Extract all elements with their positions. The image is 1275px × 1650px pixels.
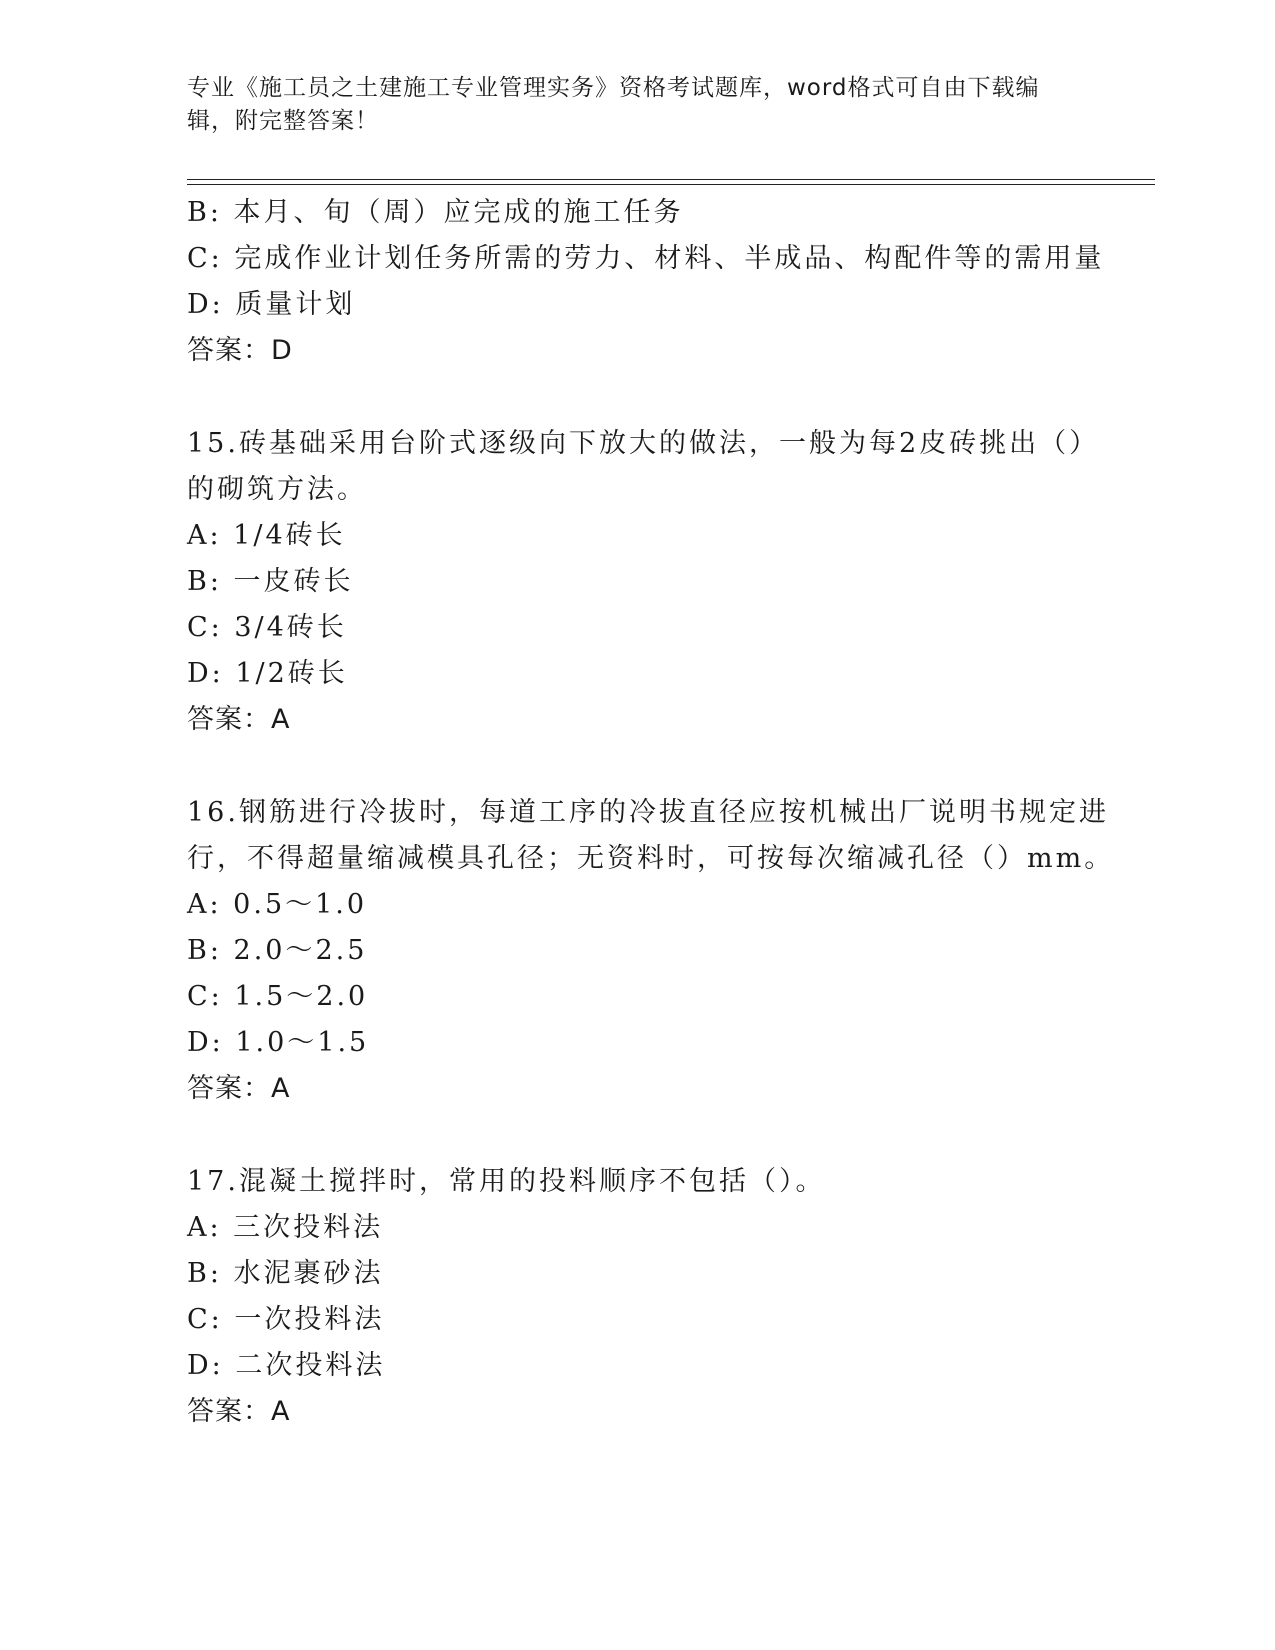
option-a: A: 1/4砖长 bbox=[187, 520, 346, 551]
option-c: C: 一次投料法 bbox=[187, 1304, 385, 1335]
question-stem: 15.砖基础采用台阶式逐级向下放大的做法，一般为每2皮砖挑出（） bbox=[187, 428, 1100, 459]
header-divider-bottom bbox=[187, 184, 1155, 185]
option-b: B: 水泥裹砂法 bbox=[187, 1258, 384, 1289]
option-c: C: 1.5～2.0 bbox=[187, 981, 369, 1012]
header-divider-top bbox=[187, 179, 1155, 180]
option-c: C: 3/4砖长 bbox=[187, 612, 347, 643]
question-stem: 的砌筑方法。 bbox=[187, 474, 367, 505]
question-list bbox=[187, 190, 1115, 1435]
option-d: D: 二次投料法 bbox=[187, 1350, 386, 1381]
question-16 bbox=[187, 790, 1115, 1112]
option-d: D: 1.0～1.5 bbox=[187, 1027, 370, 1058]
answer-line: 答案：A bbox=[187, 704, 291, 735]
option-c: C: 完成作业计划任务所需的劳力、材料、半成品、构配件等的需用量 bbox=[187, 243, 1105, 274]
question-stem: 行，不得超量缩减模具孔径；无资料时，可按每次缩减孔径（）mm。 bbox=[187, 843, 1115, 874]
option-b: B: 本月、旬（周）应完成的施工任务 bbox=[187, 197, 684, 228]
option-d: D: 质量计划 bbox=[187, 289, 356, 320]
header-line-1: 专业《施工员之土建施工专业管理实务》资格考试题库，word格式可自由下载编 bbox=[187, 75, 1040, 101]
answer-line: 答案：A bbox=[187, 1396, 291, 1427]
question-stem: 16.钢筋进行冷拔时，每道工序的冷拔直径应按机械出厂说明书规定进 bbox=[187, 797, 1109, 828]
question-15 bbox=[187, 421, 1100, 743]
question-stem: 17.混凝土搅拌时，常用的投料顺序不包括（）。 bbox=[187, 1166, 826, 1197]
question-17 bbox=[187, 1159, 1087, 1435]
header-line-2: 辑，附完整答案！ bbox=[187, 108, 379, 134]
document-header bbox=[187, 72, 1067, 138]
answer-line: 答案：A bbox=[187, 1073, 291, 1104]
option-b: B: 一皮砖长 bbox=[187, 566, 354, 597]
option-a: A: 三次投料法 bbox=[187, 1212, 384, 1243]
option-b: B: 2.0～2.5 bbox=[187, 935, 368, 966]
question-14-continuation bbox=[187, 190, 1105, 374]
option-a: A: 0.5～1.0 bbox=[187, 889, 368, 920]
option-d: D: 1/2砖长 bbox=[187, 658, 348, 689]
answer-line: 答案：D bbox=[187, 335, 293, 366]
